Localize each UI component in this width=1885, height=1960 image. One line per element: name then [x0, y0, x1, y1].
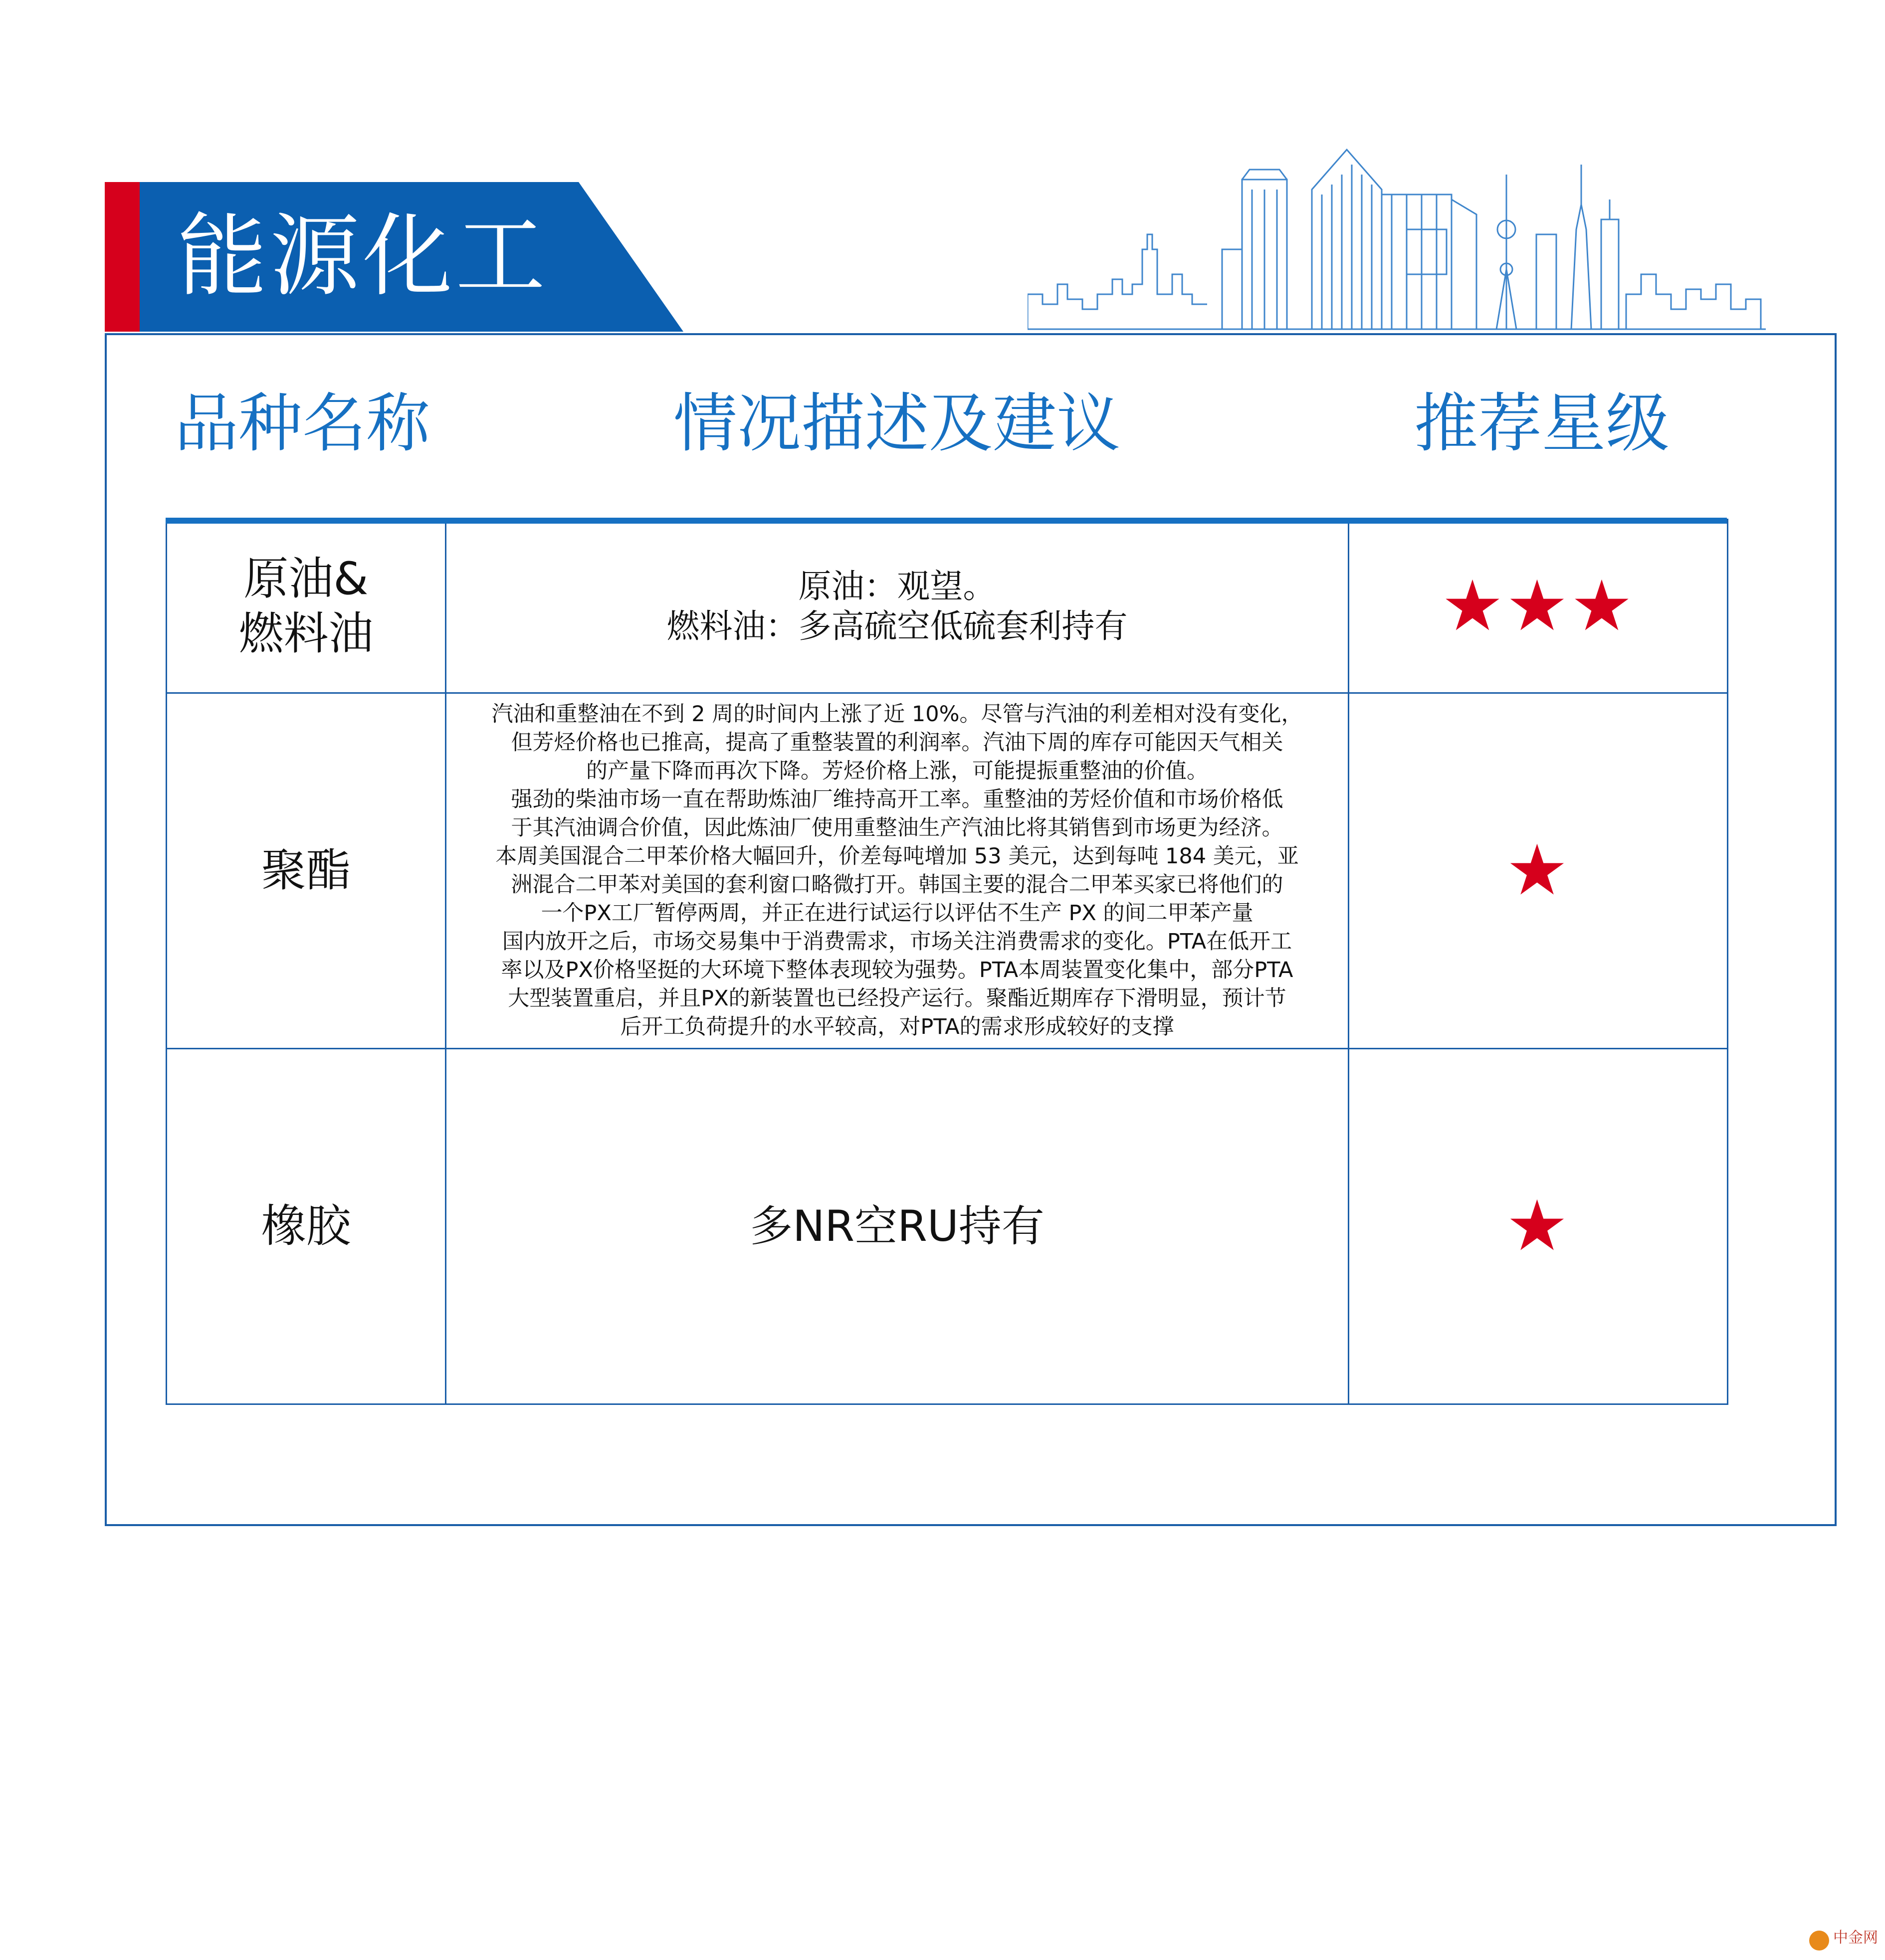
header-rating: 推荐星级: [1414, 387, 1670, 461]
description-line: 原油：观望。: [798, 567, 996, 605]
table-row: [167, 1049, 1728, 1404]
table-row: [167, 693, 1728, 1049]
description-line: 强劲的柴油市场一直在帮助炼油厂维持高开工率。重整油的芳烃价值和市场价格低: [511, 787, 1283, 812]
description-line: 汽油和重整油在不到 2 周的时间内上涨了近 10%。尽管与汽油的利差相对没有变化，: [491, 702, 1303, 727]
description-line: 多NR空RU持有: [750, 1201, 1045, 1251]
description-line: 本周美国混合二甲苯价格大幅回升，价差每吨增加 53 美元，达到每吨 184 美元，亚: [495, 844, 1299, 869]
variety-cell: [167, 520, 446, 693]
variety-cell: [167, 1049, 446, 1404]
header-variety-name: 品种名称: [175, 387, 430, 461]
description-line: 一个PX工厂暂停两周，并正在进行试运行以评估不生产 PX 的间二甲苯产量: [541, 901, 1254, 926]
description-line: 洲混合二甲苯对美国的套利窗口略微打开。韩国主要的混合二甲苯买家已将他们的: [511, 872, 1283, 897]
description-line: 的产量下降而再次下降。芳烃价格上涨，可能提振重整油的价值。: [586, 759, 1208, 784]
description-line: 于其汽油调合价值，因此炼油厂使用重整油生产汽油比将其销售到市场更为经济。: [511, 815, 1283, 840]
description-line: 燃料油：多高硫空低硫套利持有: [666, 606, 1128, 645]
description-cell: [446, 520, 1349, 693]
star-rating: ★: [1505, 1185, 1571, 1267]
description-line: 率以及PX价格坚挺的大环境下整体表现较为强势。PTA本周装置变化集中，部分PTA: [501, 958, 1293, 982]
table-row: [167, 520, 1728, 693]
description-line: 后开工负荷提升的水平较高，对PTA的需求形成较好的支撑: [620, 1014, 1174, 1039]
description-cell: [446, 693, 1349, 1049]
skyline-illustration: [1028, 145, 1766, 334]
star-rating: ★: [1505, 830, 1571, 911]
table-top-rule: [166, 518, 1727, 524]
title-accent-bar: [105, 182, 140, 332]
description-cell: [446, 1049, 1349, 1404]
watermark-icon: [1809, 1931, 1829, 1951]
header-description: 情况描述及建议: [673, 387, 1121, 461]
watermark-logo: [1808, 1928, 1883, 1958]
variety-name: 燃料油: [238, 607, 374, 660]
variety-name: 聚酯: [261, 844, 351, 897]
recommendation-table: [166, 519, 1728, 1405]
description-line: 但芳烃价格也已推高，提高了重整装置的利润率。汽油下周的库存可能因天气相关: [511, 730, 1283, 755]
section-title: 能源化工: [177, 204, 549, 309]
rating-cell: [1349, 520, 1728, 693]
watermark-text: 中金网: [1833, 1929, 1878, 1947]
rating-cell: [1349, 1049, 1728, 1404]
rating-cell: [1349, 693, 1728, 1049]
variety-name: 原油&: [243, 552, 369, 605]
description-line: 国内放开之后，市场交易集中于消费需求，市场关注消费需求的变化。PTA在低开工: [502, 929, 1292, 954]
star-rating: ★★★: [1441, 565, 1635, 647]
description-line: 大型装置重启，并且PX的新装置也已经投产运行。聚酯近期库存下滑明显，预计节: [508, 986, 1286, 1011]
variety-cell: [167, 693, 446, 1049]
variety-name: 橡胶: [261, 1200, 351, 1252]
